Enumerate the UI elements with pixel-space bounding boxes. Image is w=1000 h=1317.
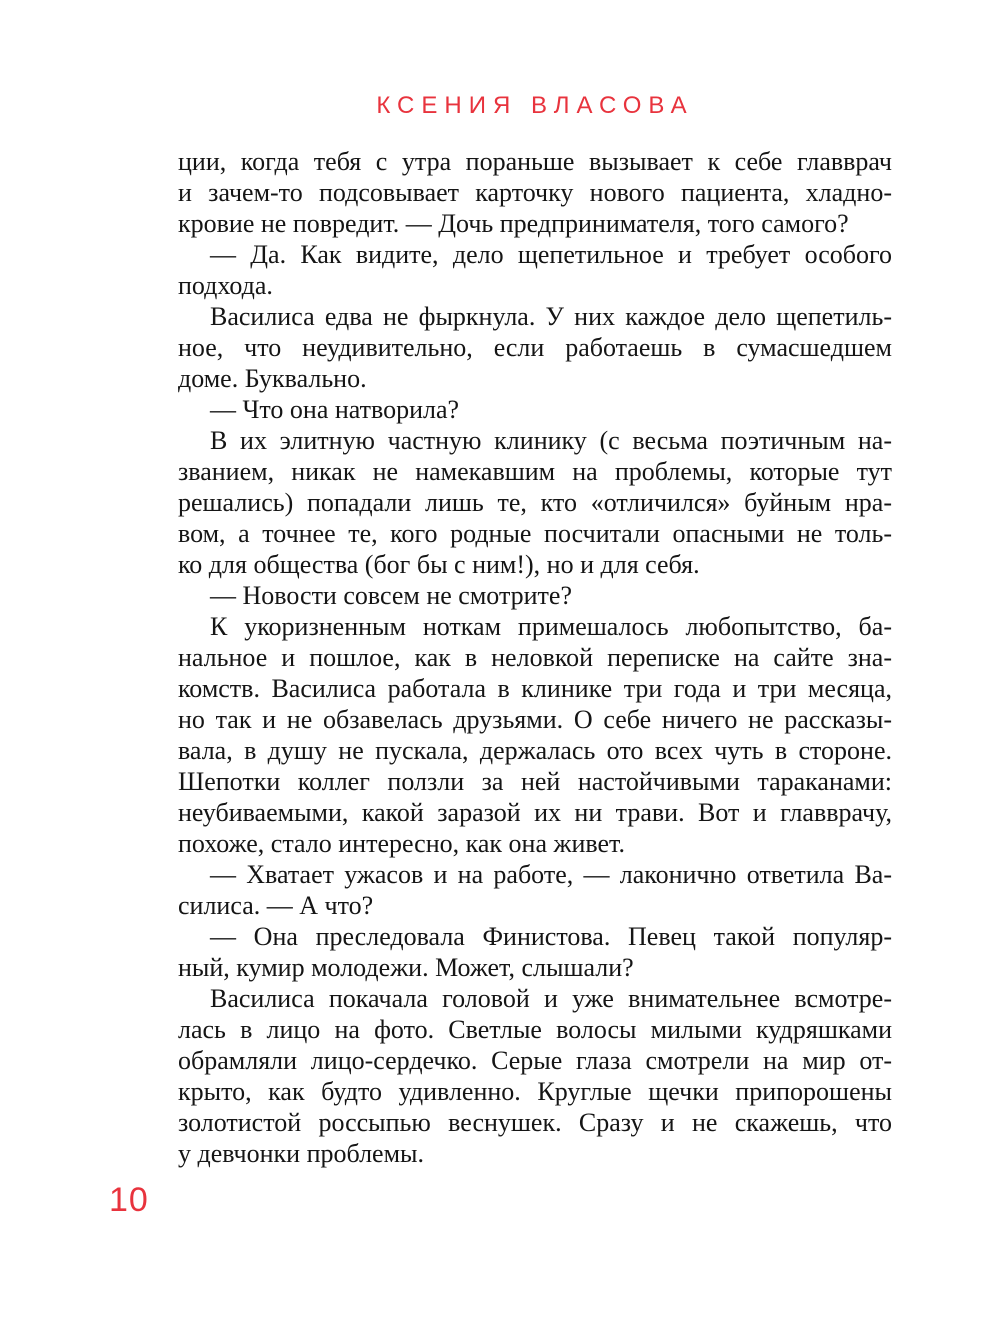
body-text <box>178 146 892 1169</box>
text-line: комств. Василиса работала в клинике три года и три месяца, <box>178 674 892 703</box>
text-line: доме. Буквально. <box>178 364 367 393</box>
text-line: решались) попадали лишь те, кто «отличился» буйным нра- <box>178 488 892 517</box>
text-line: — Новости совсем не смотрите? <box>210 581 572 610</box>
text-line: Шепотки коллег ползли за ней настойчивыми тараканами: <box>178 767 892 796</box>
text-line: званием, никак не намекавшим на проблемы, которые тут <box>178 457 892 486</box>
text-line: кровие не повредит. — Дочь предпринимателя, того самого? <box>178 209 849 238</box>
text-line: В их элитную частную клинику (с весьма поэтичным на- <box>210 426 892 455</box>
text-line: обрамляли лицо-сердечко. Серые глаза смотрели на мир от- <box>178 1046 892 1075</box>
text-line: — Она преследовала Финистова. Певец такой популяр- <box>210 922 892 951</box>
running-header-author: КСЕНИЯ ВЛАСОВА <box>376 92 694 119</box>
text-line: но так и не обзавелась друзьями. О себе ничего не рассказы- <box>178 705 892 734</box>
text-line: крыто, как будто удивленно. Круглые щечки припорошены <box>178 1077 892 1106</box>
text-line: ко для общества (бог бы с ним!), но и для себя. <box>178 550 700 579</box>
text-line: неубиваемыми, какой заразой их ни трави. Вот и главврачу, <box>178 798 892 827</box>
text-line: ции, когда тебя с утра пораньше вызывает к себе главврач <box>178 147 892 176</box>
text-line: у девчонки проблемы. <box>178 1139 425 1168</box>
text-line: ный, кумир молодежи. Может, слышали? <box>178 953 634 982</box>
text-line: К укоризненным ноткам примешалось любопытство, ба- <box>210 612 892 641</box>
text-line: — Да. Как видите, дело щепетильное и требует особого <box>210 240 892 269</box>
text-line: ное, что неудивительно, если работаешь в сумасшедшем <box>178 333 892 362</box>
text-line: вом, а точнее те, кого родные посчитали опасными не толь- <box>178 519 892 548</box>
text-line: нальное и пошлое, как в неловкой переписке на сайте зна- <box>178 643 892 672</box>
text-line: Василиса покачала головой и уже внимательнее всмотре- <box>210 984 892 1013</box>
text-line: лась в лицо на фото. Светлые волосы милыми кудряшками <box>178 1015 892 1044</box>
text-line: Василиса едва не фыркнула. У них каждое дело щепетиль- <box>210 302 892 331</box>
text-line: — Что она натворила? <box>210 395 460 424</box>
text-line: вала, в душу не пускала, держалась ото всех чуть в стороне. <box>178 736 892 765</box>
text-line: — Хватает ужасов и на работе, — лаконично ответила Ва- <box>210 860 892 889</box>
text-line: похоже, стало интересно, как она живет. <box>178 829 625 858</box>
text-line: золотистой россыпью веснушек. Сразу и не скажешь, что <box>178 1108 892 1137</box>
text-line: и зачем-то подсовывает карточку нового пациента, хладно- <box>178 178 892 207</box>
page-number: 10 <box>109 1181 149 1219</box>
text-line: силиса. — А что? <box>178 891 374 920</box>
text-line: подхода. <box>178 271 273 300</box>
